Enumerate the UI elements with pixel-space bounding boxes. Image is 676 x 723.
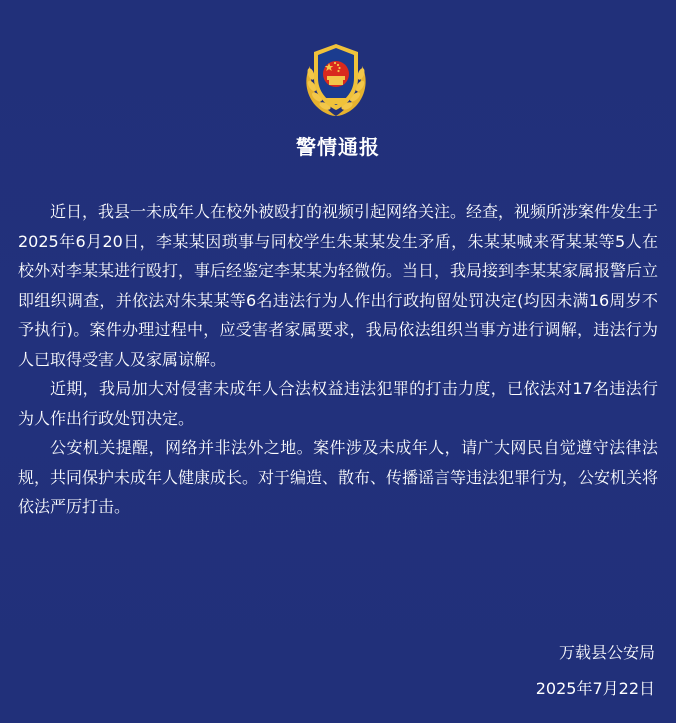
paragraph-3: 公安机关提醒，网络并非法外之地。案件涉及未成年人，请广大网民自觉遵守法律法规，共同保护未成年人健康成长。对于编造、散布、传播谣言等违法犯罪行为，公安机关将依法严厉打击。 <box>18 438 659 516</box>
police-emblem-icon <box>296 38 376 120</box>
paragraph-1: 近日，我县一未成年人在校外被殴打的视频引起网络关注。经查，视频所涉案件发生于2025年6月20日，李某某因琐事与同校学生朱某某发生矛盾，朱某某喊来胥某某等5人在校外对李某某进行殴打，事后经鉴定李某某为轻微伤。当日，我局接到李某某家属报警后立即组织调查，并依法对朱某某等6名违法行为人作出行政拘留处罚决定(均因未满16周岁不予执行)。案件办理过程中，应受害者家属要求，我局依法组织当事方进行调解，违法行为人已取得受害人及家属谅解。 <box>18 202 659 369</box>
notice-body <box>18 197 658 522</box>
signature-organization: 万载县公安局 <box>558 643 655 662</box>
signature-date: 2025年7月22日 <box>535 679 655 698</box>
notice-title: 警情通报 <box>296 135 380 159</box>
paragraph-2: 近期，我局加大对侵害未成年人合法权益违法犯罪的打击力度，已依法对17名违法行为人作出行政处罚决定。 <box>18 379 658 428</box>
